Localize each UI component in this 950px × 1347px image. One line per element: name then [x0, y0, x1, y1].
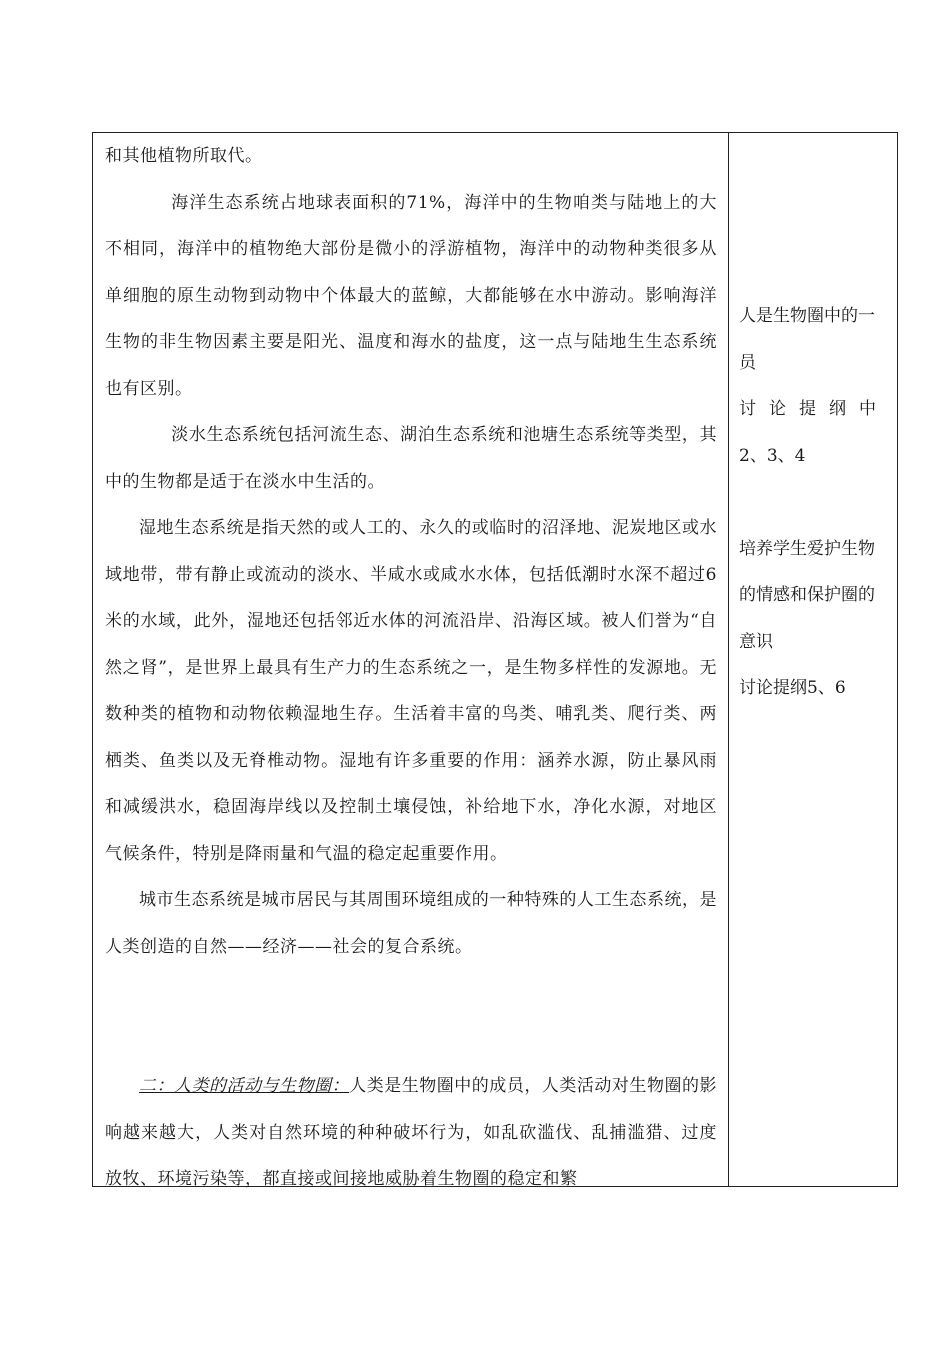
notes-column: [739, 293, 889, 712]
section-heading: 二：人类的活动与生物圈：: [139, 1076, 350, 1096]
note-discussion-later: 讨论提纲5、6: [739, 678, 846, 698]
paragraph-wetland-ecosystem: 湿地生态系统是指天然的或人工的、永久的或临时的沼泽地、泥炭地区或水域地带，带有静止或流动的淡水、半咸水或咸水水体，包括低潮时水深不超过6米的水域，此外，湿地还包括邻近水体的河流沿岸、沿海区域。被人们誉为“自然之肾”，是世界上最具有生产力的生态系统之一，是生物多样性的发源地。无数种类的植物和动物依赖湿地生存。生活着丰富的鸟类、哺乳类、爬行类、两栖类、鱼类以及无脊椎动物。湿地有许多重要的作用：涵养水源，防止暴风雨和减缓洪水，稳固海岸线以及控制土壤侵蚀，补给地下水，净化水源，对地区气候条件，特别是降雨量和气温的稳定起重要作用。: [105, 518, 717, 864]
paragraph-marine-ecosystem: 海洋生态系统占地球表面积的71%，海洋中的生物咱类与陆地上的大不相同，海洋中的植物绝大部份是微小的浮游植物，海洋中的动物种类很多从单细胞的原生动物到动物中个体最大的蓝鲸，大都能够在水中游动。影响海洋生物的非生物因素主要是阳光、温度和海水的盐度，这一点与陆地生生态系统也有区别。: [105, 192, 717, 399]
paragraph-continuation: 和其他植物所取代。: [105, 146, 263, 166]
section-text: 人类是生物圈中的成员，人类活动对生物圈的影响越来越大，人类对自然环境的种种破坏行为，如乱砍滥伐、乱捕滥猎、过度放牧、环境污染等，都直接或间接地威胁着生物圈的稳定和繁: [105, 1076, 717, 1189]
lesson-table: [92, 132, 898, 1187]
note-gap: [739, 479, 889, 526]
paragraph-urban-ecosystem: 城市生态系统是城市居民与其周围环境组成的一种特殊的人工生态系统，是人类创造的自然——经济——社会的复合系统。: [105, 890, 717, 957]
paragraph-freshwater-ecosystem: 淡水生态系统包括河流生态、湖泊生态系统和池塘生态系统等类型，其中的生物都是适于在淡水中生活的。: [105, 425, 717, 492]
note-discussion-outline: 讨论提纲中: [739, 399, 889, 419]
note-role: 人是生物圈中的一员: [739, 306, 875, 373]
column-divider: [728, 133, 729, 1186]
note-objective: 培养学生爱护生物的情感和保护圈的意识: [739, 538, 875, 652]
paragraph-human-activity: [105, 1063, 717, 1203]
blank-space: [105, 970, 717, 1063]
content-column: [105, 133, 717, 1203]
note-discussion-numbers: 2、3、4: [739, 445, 806, 466]
